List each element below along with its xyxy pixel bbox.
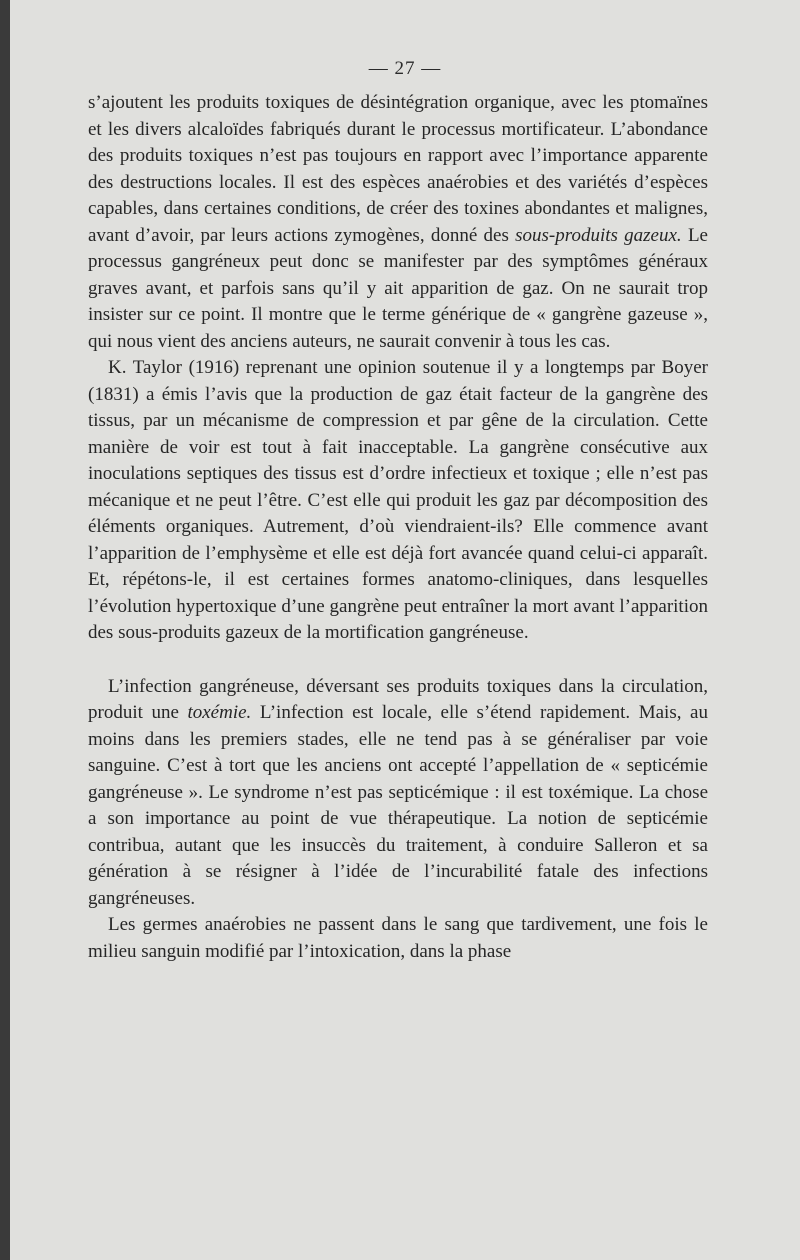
text-segment: Les germes anaérobies ne passent dans le sang que tardivement, une fois le milieu sanguin modifié par l’intoxication, dans la phase — [88, 914, 708, 962]
italic-term: sous-produits gazeux. — [515, 224, 682, 246]
text-segment: K. Taylor (1916) reprenant une opinion soutenue il y a longtemps par Boyer (1831) a émis l’avis que la production de gaz était facteur de la gangrène des tissus, par un mécanisme de compression et par gêne de la circulation. Cette manière de voir est tout à fait inacceptable. La gangrène consécutive aux inoculations septiques des tissus est d’ordre infectieux et toxique ; elle n’est pas mécanique et ne peut l’être. C’est elle qui produit les gaz par décomposition des éléments organiques. Autrement, d’où viendraient-ils? Elle commence avant l’apparition de l’emphysème et elle est déjà fort avancée quand celui-ci apparaît. Et, répétons-le, il est certaines formes anatomo-cliniques, dans lesquelles l’évolution hypertoxique d’une gangrène peut entraîner la mort avant l’apparition des sous-produits gazeux de la mortification gangréneuse. — [88, 357, 708, 643]
text-segment: s’ajoutent les produits toxiques de désintégration organique, avec les ptomaïnes et les divers alcaloïdes fabriqués durant le processus mortificateur. L’abondance des produits toxiques n’est pas toujours en rapport avec l’importance apparente des destructions locales. Il est des espèces anaérobies et des variétés d’espèces capables, dans certaines conditions, de créer des toxines abondantes et malignes, avant d’avoir, par leurs actions zymogènes, donné des — [88, 92, 708, 246]
paragraph-2 — [88, 355, 708, 647]
paragraph-4 — [88, 912, 708, 965]
text-segment: Le processus gangréneux peut donc se manifester par des symptômes généraux graves avant, et parfois sans qu’il y ait apparition de gaz. On ne saurait trop insister sur ce point. Il montre que le terme générique de « gangrène gazeuse », qui nous vient des anciens auteurs, ne saurait convenir à tous les cas. — [88, 224, 708, 352]
page-number: — 27 — — [368, 58, 442, 79]
document-page — [10, 0, 800, 1260]
body-text — [88, 90, 708, 965]
text-segment: L’infection est locale, elle s’étend rapidement. Mais, au moins dans les premiers stades, elle ne tend pas à se généraliser par voie sanguine. C’est à tort que les anciens ont accepté l’appellation de « septicémie gangréneuse ». Le syndrome n’est pas septicémique : il est toxémique. La chose a son importance au point de vue thérapeutique. La notion de septicémie contribua, autant que les insuccès du traitement, à conduire Salleron et sa génération à se résigner à l’idée de l’incurabilité fatale des infections gangréneuses. — [88, 702, 708, 909]
paragraph-1 — [88, 90, 708, 355]
paragraph-3 — [88, 674, 708, 913]
text-segment: L’infection gangréneuse, déversant ses produits toxiques dans la circulation, produit une — [88, 675, 708, 723]
italic-term: toxémie. — [187, 702, 252, 723]
